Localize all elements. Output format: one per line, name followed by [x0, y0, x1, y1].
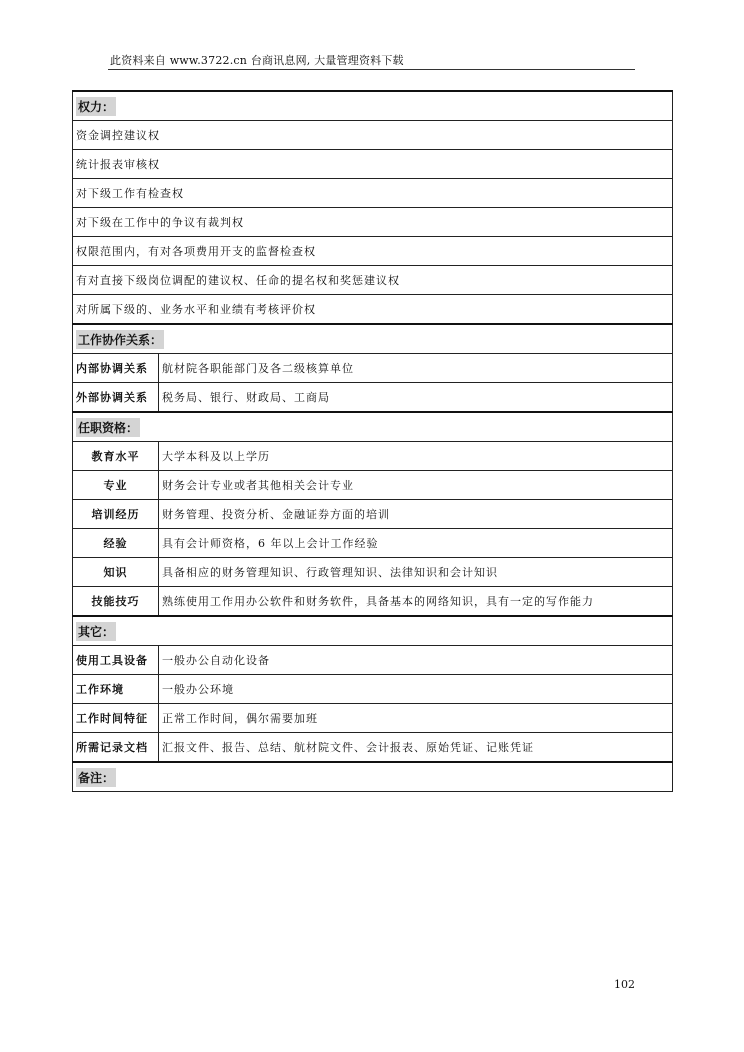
section-header-relations	[73, 324, 673, 354]
row-label: 所需记录文档	[73, 733, 159, 763]
list-item: 资金调控建议权	[73, 121, 673, 150]
row-value: 大学本科及以上学历	[159, 442, 673, 471]
section-title-others: 其它：	[76, 622, 116, 641]
list-item: 有对直接下级岗位调配的建议权、任命的提名权和奖惩建议权	[73, 266, 673, 295]
section-title-qualifications: 任职资格：	[76, 418, 140, 437]
section-title-relations: 工作协作关系：	[76, 330, 164, 349]
row-value: 汇报文件、报告、总结、航材院文件、会计报表、原始凭证、记账凭证	[159, 733, 673, 763]
table-row	[73, 587, 673, 617]
list-item: 权限范围内，有对各项费用开支的监督检查权	[73, 237, 673, 266]
section-header-notes	[73, 762, 673, 792]
row-label: 使用工具设备	[73, 646, 159, 675]
table-row	[73, 733, 673, 763]
row-label: 外部协调关系	[73, 383, 159, 413]
row-label: 技能技巧	[73, 587, 159, 617]
table-row	[73, 500, 673, 529]
table-row	[73, 558, 673, 587]
header-divider	[108, 69, 635, 70]
table-row	[73, 646, 673, 675]
table-row	[73, 704, 673, 733]
list-item: 对下级在工作中的争议有裁判权	[73, 208, 673, 237]
section-title-power: 权力：	[76, 97, 116, 116]
row-label: 工作时间特征	[73, 704, 159, 733]
row-label: 工作环境	[73, 675, 159, 704]
section-header-qualifications	[73, 412, 673, 442]
page-header-source: 此资料来自 www.3722.cn 台商讯息网, 大量管理资料下载	[110, 54, 404, 67]
row-value: 熟练使用工作用办公软件和财务软件，具备基本的网络知识，具有一定的写作能力	[159, 587, 673, 617]
list-item: 对所属下级的、业务水平和业绩有考核评价权	[73, 295, 673, 325]
section-header-power	[73, 91, 673, 121]
section-header-others	[73, 616, 673, 646]
table-row	[73, 442, 673, 471]
section-title-notes: 备注：	[76, 768, 116, 787]
table-row	[73, 383, 673, 413]
row-value: 一般办公自动化设备	[159, 646, 673, 675]
row-label: 经验	[73, 529, 159, 558]
list-item: 统计报表审核权	[73, 150, 673, 179]
row-value: 财务管理、投资分析、金融证券方面的培训	[159, 500, 673, 529]
row-label: 内部协调关系	[73, 354, 159, 383]
row-label: 知识	[73, 558, 159, 587]
row-label: 教育水平	[73, 442, 159, 471]
page-number: 102	[614, 978, 635, 991]
table-row	[73, 354, 673, 383]
row-value: 一般办公环境	[159, 675, 673, 704]
row-label: 培训经历	[73, 500, 159, 529]
job-description-table	[72, 90, 673, 792]
row-value: 税务局、银行、财政局、工商局	[159, 383, 673, 413]
row-value: 财务会计专业或者其他相关会计专业	[159, 471, 673, 500]
row-value: 航材院各职能部门及各二级核算单位	[159, 354, 673, 383]
table-row	[73, 471, 673, 500]
table-row	[73, 675, 673, 704]
list-item: 对下级工作有检查权	[73, 179, 673, 208]
row-label: 专业	[73, 471, 159, 500]
row-value: 具备相应的财务管理知识、行政管理知识、法律知识和会计知识	[159, 558, 673, 587]
table-row	[73, 529, 673, 558]
row-value: 具有会计师资格，6 年以上会计工作经验	[159, 529, 673, 558]
row-value: 正常工作时间，偶尔需要加班	[159, 704, 673, 733]
